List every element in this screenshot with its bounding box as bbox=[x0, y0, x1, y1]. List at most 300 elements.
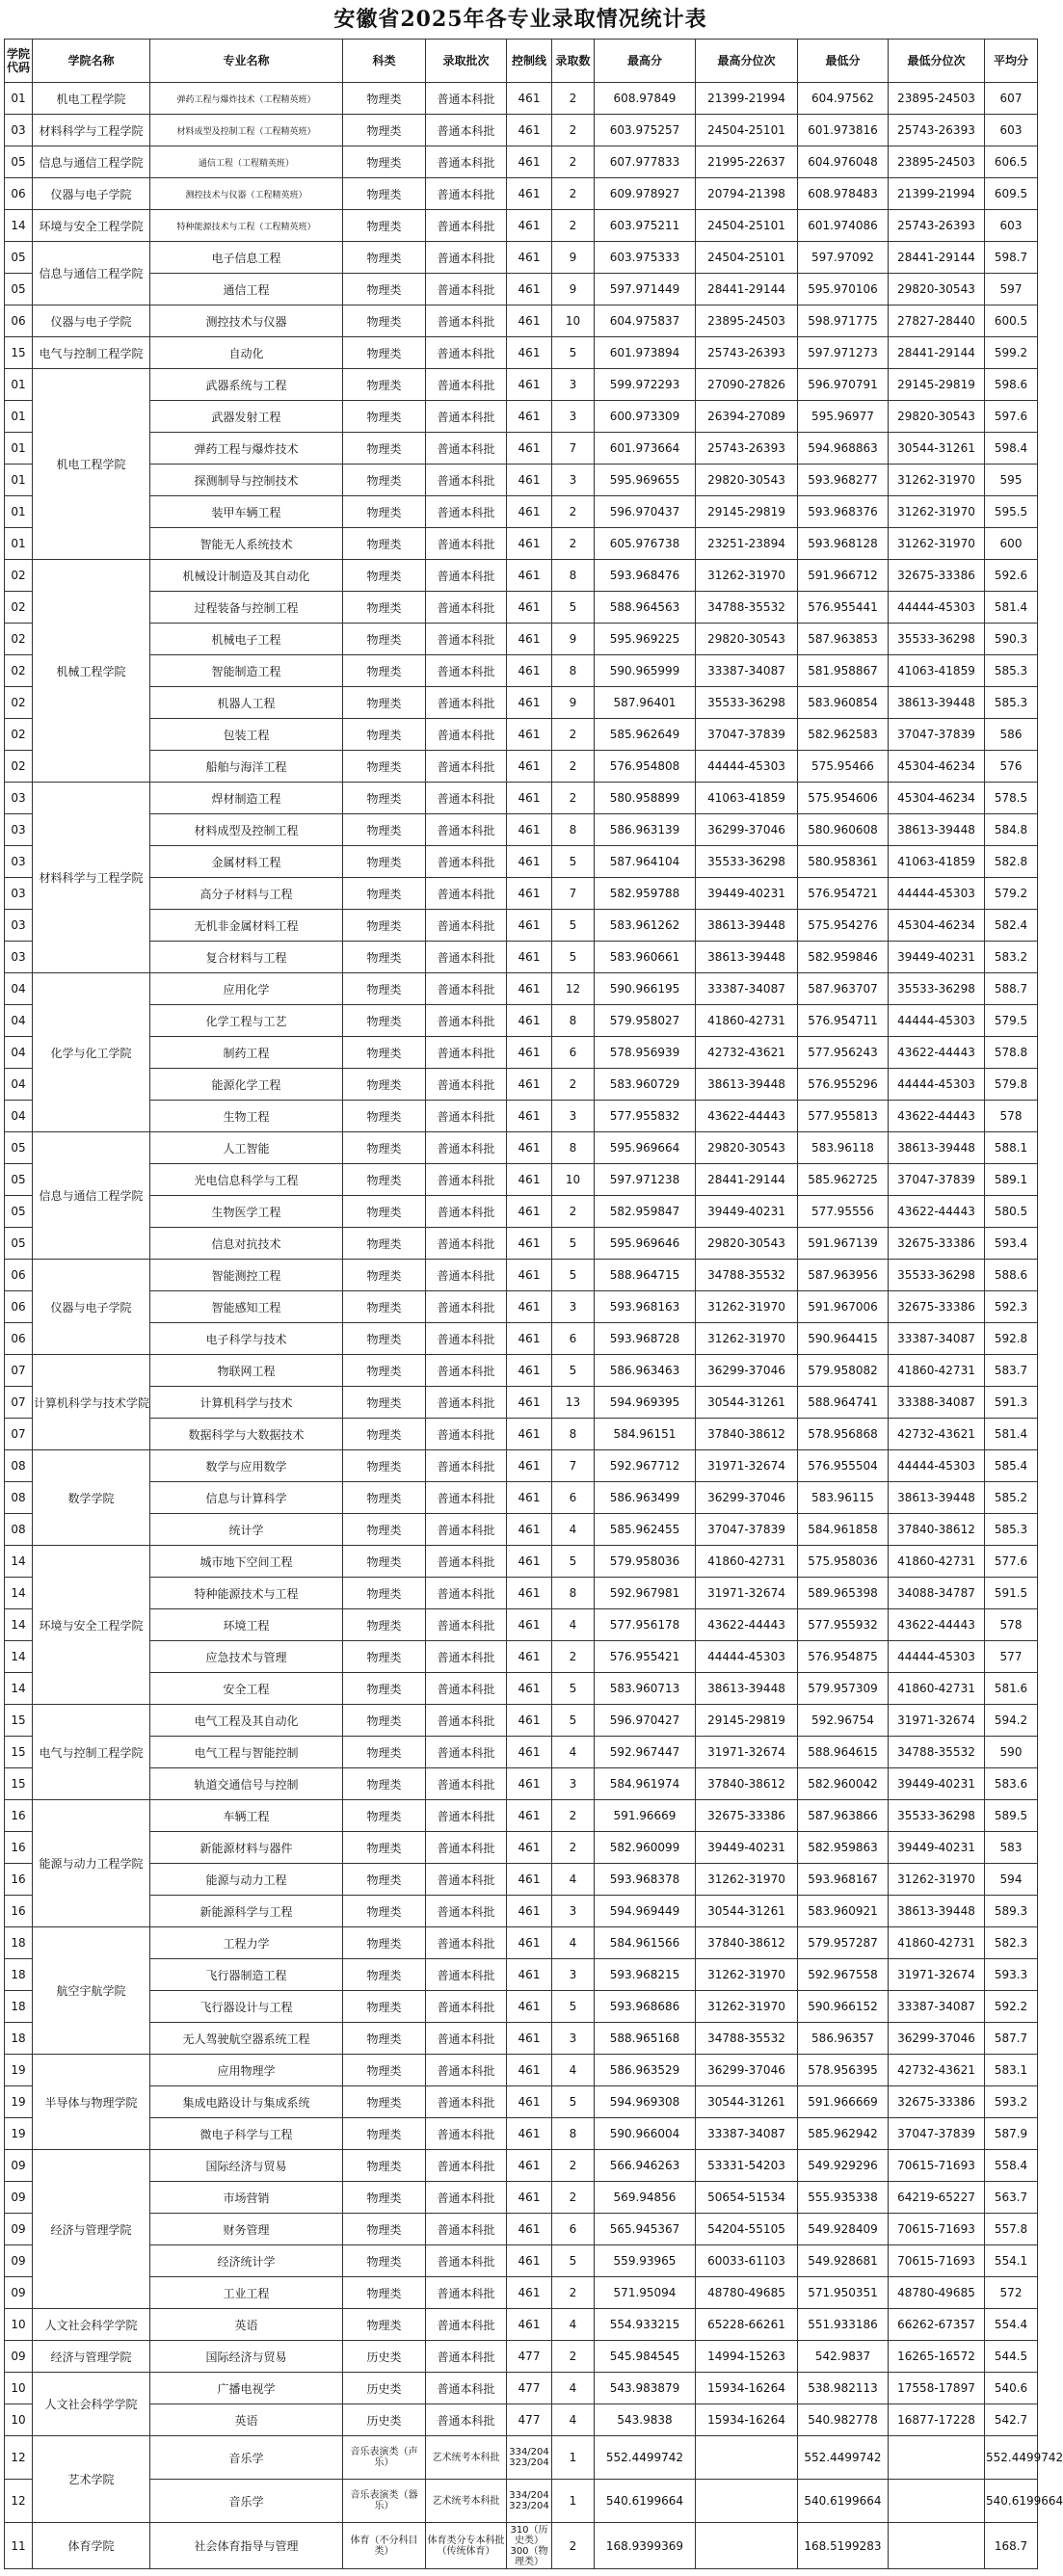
cell-control-line: 461 bbox=[507, 1101, 552, 1132]
cell-avg-score: 583.1 bbox=[985, 2055, 1038, 2086]
cell-min-score: 576.954875 bbox=[798, 1641, 889, 1673]
cell-college-code: 05 bbox=[5, 274, 33, 305]
cell-min-rank: 32675-33386 bbox=[889, 2086, 985, 2118]
cell-min-rank: 23895-24503 bbox=[889, 83, 985, 115]
cell-college-name-group: 计算机科学与技术学院 bbox=[33, 1355, 150, 1450]
cell-batch: 普通本科批 bbox=[426, 1768, 507, 1800]
cell-batch: 普通本科批 bbox=[426, 1228, 507, 1260]
cell-batch: 普通本科批 bbox=[426, 2086, 507, 2118]
cell-college-code: 14 bbox=[5, 1546, 33, 1578]
cell-min-score: 585.962942 bbox=[798, 2118, 889, 2150]
cell-control-line: 461 bbox=[507, 2245, 552, 2277]
cell-min-score: 585.962725 bbox=[798, 1164, 889, 1196]
cell-max-score: 592.967712 bbox=[595, 1450, 696, 1482]
table-row bbox=[5, 783, 1038, 814]
cell-min-rank: 31262-31970 bbox=[889, 528, 985, 560]
cell-avg-score: 599.2 bbox=[985, 337, 1038, 369]
header-major-name: 专业名称 bbox=[150, 40, 343, 83]
cell-max-rank: 48780-49685 bbox=[696, 2277, 798, 2309]
cell-max-score: 601.973894 bbox=[595, 337, 696, 369]
cell-subject-type: 物理类 bbox=[343, 433, 426, 465]
cell-control-line: 461 bbox=[507, 1800, 552, 1832]
cell-college-name-group: 能源与动力工程学院 bbox=[33, 1800, 150, 1927]
cell-min-rank: 35533-36298 bbox=[889, 624, 985, 655]
cell-batch: 普通本科批 bbox=[426, 1069, 507, 1101]
cell-admitted-count: 5 bbox=[552, 942, 595, 973]
cell-subject-type: 物理类 bbox=[343, 1991, 426, 2023]
cell-subject-type: 物理类 bbox=[343, 1069, 426, 1101]
cell-control-line: 334/204 323/204 bbox=[507, 2436, 552, 2480]
cell-college-code: 02 bbox=[5, 751, 33, 783]
cell-college-code: 02 bbox=[5, 687, 33, 719]
cell-min-rank: 38613-39448 bbox=[889, 1482, 985, 1514]
cell-subject-type: 物理类 bbox=[343, 242, 426, 274]
cell-major-name: 金属材料工程 bbox=[150, 846, 343, 878]
cell-subject-type: 物理类 bbox=[343, 1387, 426, 1419]
cell-admitted-count: 3 bbox=[552, 1101, 595, 1132]
table-row bbox=[5, 2182, 1038, 2214]
cell-avg-score: 557.8 bbox=[985, 2214, 1038, 2245]
cell-control-line: 461 bbox=[507, 528, 552, 560]
cell-avg-score: 577.6 bbox=[985, 1546, 1038, 1578]
table-row bbox=[5, 1069, 1038, 1101]
table-row bbox=[5, 1832, 1038, 1864]
cell-batch: 普通本科批 bbox=[426, 655, 507, 687]
cell-control-line: 461 bbox=[507, 146, 552, 178]
cell-min-rank: 23895-24503 bbox=[889, 146, 985, 178]
table-row bbox=[5, 814, 1038, 846]
cell-major-name: 工业工程 bbox=[150, 2277, 343, 2309]
cell-major-name: 城市地下空间工程 bbox=[150, 1546, 343, 1578]
cell-batch: 普通本科批 bbox=[426, 2373, 507, 2404]
cell-min-rank bbox=[889, 2523, 985, 2569]
cell-subject-type: 物理类 bbox=[343, 1578, 426, 1609]
cell-college-name: 仪器与电子学院 bbox=[33, 178, 150, 210]
cell-major-name: 装甲车辆工程 bbox=[150, 496, 343, 528]
cell-max-score: 582.959847 bbox=[595, 1196, 696, 1228]
cell-college-code: 19 bbox=[5, 2055, 33, 2086]
cell-min-score: 571.950351 bbox=[798, 2277, 889, 2309]
cell-college-name-group: 半导体与物理学院 bbox=[33, 2055, 150, 2150]
cell-min-score: 598.971775 bbox=[798, 305, 889, 337]
cell-major-name: 音乐学 bbox=[150, 2480, 343, 2523]
cell-college-code: 16 bbox=[5, 1864, 33, 1896]
cell-max-score: 584.961974 bbox=[595, 1768, 696, 1800]
table-row bbox=[5, 1641, 1038, 1673]
cell-subject-type: 历史类 bbox=[343, 2341, 426, 2373]
table-row bbox=[5, 305, 1038, 337]
cell-avg-score: 600 bbox=[985, 528, 1038, 560]
table-row bbox=[5, 560, 1038, 592]
cell-max-score: 579.958027 bbox=[595, 1005, 696, 1037]
cell-college-code: 02 bbox=[5, 655, 33, 687]
cell-major-name: 高分子材料与工程 bbox=[150, 878, 343, 910]
cell-avg-score: 583.2 bbox=[985, 942, 1038, 973]
cell-min-rank: 32675-33386 bbox=[889, 1228, 985, 1260]
cell-min-rank: 41860-42731 bbox=[889, 1355, 985, 1387]
cell-min-score: 588.964741 bbox=[798, 1387, 889, 1419]
table-row bbox=[5, 1355, 1038, 1387]
cell-max-score: 592.967981 bbox=[595, 1578, 696, 1609]
cell-college-name-group: 材料科学与工程学院 bbox=[33, 783, 150, 973]
cell-avg-score: 597.6 bbox=[985, 401, 1038, 433]
cell-control-line: 461 bbox=[507, 592, 552, 624]
cell-max-score: 595.969646 bbox=[595, 1228, 696, 1260]
cell-max-score: 595.969655 bbox=[595, 465, 696, 496]
cell-avg-score: 572 bbox=[985, 2277, 1038, 2309]
cell-admitted-count: 8 bbox=[552, 1419, 595, 1450]
cell-max-rank: 38613-39448 bbox=[696, 1069, 798, 1101]
table-row bbox=[5, 1101, 1038, 1132]
cell-subject-type: 物理类 bbox=[343, 401, 426, 433]
cell-college-code: 01 bbox=[5, 369, 33, 401]
cell-min-score: 582.959846 bbox=[798, 942, 889, 973]
cell-admitted-count: 4 bbox=[552, 1609, 595, 1641]
cell-max-rank: 36299-37046 bbox=[696, 814, 798, 846]
table-row bbox=[5, 2373, 1038, 2404]
cell-max-rank: 31262-31970 bbox=[696, 1323, 798, 1355]
cell-major-name: 测控技术与仪器（工程精英班） bbox=[150, 178, 343, 210]
table-row bbox=[5, 1705, 1038, 1737]
table-row bbox=[5, 1291, 1038, 1323]
table-row bbox=[5, 465, 1038, 496]
cell-admitted-count: 2 bbox=[552, 2182, 595, 2214]
cell-control-line: 461 bbox=[507, 655, 552, 687]
cell-min-score: 577.955813 bbox=[798, 1101, 889, 1132]
cell-college-code: 11 bbox=[5, 2523, 33, 2569]
cell-major-name: 安全工程 bbox=[150, 1673, 343, 1705]
cell-batch: 普通本科批 bbox=[426, 973, 507, 1005]
cell-control-line: 461 bbox=[507, 1450, 552, 1482]
cell-control-line: 461 bbox=[507, 1896, 552, 1927]
cell-control-line: 461 bbox=[507, 1546, 552, 1578]
cell-avg-score: 595.5 bbox=[985, 496, 1038, 528]
cell-college-code: 08 bbox=[5, 1450, 33, 1482]
cell-major-name: 生物工程 bbox=[150, 1101, 343, 1132]
cell-batch: 普通本科批 bbox=[426, 624, 507, 655]
admission-table bbox=[4, 39, 1063, 2569]
cell-avg-score: 589.5 bbox=[985, 1800, 1038, 1832]
cell-control-line: 461 bbox=[507, 814, 552, 846]
header-avg-score: 平均分 bbox=[985, 40, 1038, 83]
cell-max-score: 552.4499742 bbox=[595, 2436, 696, 2480]
cell-avg-score: 585.4 bbox=[985, 1450, 1038, 1482]
cell-subject-type: 物理类 bbox=[343, 942, 426, 973]
cell-min-rank: 64219-65227 bbox=[889, 2182, 985, 2214]
cell-max-score: 605.976738 bbox=[595, 528, 696, 560]
cell-admitted-count: 4 bbox=[552, 2055, 595, 2086]
cell-min-rank: 31262-31970 bbox=[889, 465, 985, 496]
cell-admitted-count: 2 bbox=[552, 1069, 595, 1101]
table-row bbox=[5, 2341, 1038, 2373]
cell-min-score: 582.959863 bbox=[798, 1832, 889, 1864]
cell-college-code: 08 bbox=[5, 1514, 33, 1546]
cell-max-rank bbox=[696, 2436, 798, 2480]
cell-subject-type: 物理类 bbox=[343, 496, 426, 528]
cell-batch: 普通本科批 bbox=[426, 1578, 507, 1609]
cell-min-rank: 70615-71693 bbox=[889, 2214, 985, 2245]
cell-min-score: 582.962583 bbox=[798, 719, 889, 751]
cell-college-name: 机电工程学院 bbox=[33, 83, 150, 115]
cell-college-code: 04 bbox=[5, 1069, 33, 1101]
cell-min-score: 590.966152 bbox=[798, 1991, 889, 2023]
cell-batch: 普通本科批 bbox=[426, 1832, 507, 1864]
cell-max-score: 565.945367 bbox=[595, 2214, 696, 2245]
cell-subject-type: 物理类 bbox=[343, 1260, 426, 1291]
table-row bbox=[5, 1673, 1038, 1705]
cell-min-score: 575.954606 bbox=[798, 783, 889, 814]
table-row bbox=[5, 210, 1038, 242]
cell-max-score: 566.946263 bbox=[595, 2150, 696, 2182]
cell-min-score: 578.956395 bbox=[798, 2055, 889, 2086]
cell-min-rank: 35533-36298 bbox=[889, 1800, 985, 1832]
cell-control-line: 461 bbox=[507, 1069, 552, 1101]
cell-admitted-count: 4 bbox=[552, 1864, 595, 1896]
cell-subject-type: 物理类 bbox=[343, 1514, 426, 1546]
table-row bbox=[5, 528, 1038, 560]
table-row bbox=[5, 1578, 1038, 1609]
cell-max-score: 559.93965 bbox=[595, 2245, 696, 2277]
cell-min-rank: 28441-29144 bbox=[889, 337, 985, 369]
cell-control-line: 461 bbox=[507, 1959, 552, 1991]
cell-min-rank: 44444-45303 bbox=[889, 878, 985, 910]
cell-admitted-count: 5 bbox=[552, 337, 595, 369]
cell-avg-score: 586 bbox=[985, 719, 1038, 751]
table-row bbox=[5, 178, 1038, 210]
cell-max-score: 593.968215 bbox=[595, 1959, 696, 1991]
cell-avg-score: 583 bbox=[985, 1832, 1038, 1864]
cell-control-line: 461 bbox=[507, 1323, 552, 1355]
cell-subject-type: 物理类 bbox=[343, 1546, 426, 1578]
cell-avg-score: 585.2 bbox=[985, 1482, 1038, 1514]
cell-subject-type: 物理类 bbox=[343, 1927, 426, 1959]
cell-max-score: 593.968476 bbox=[595, 560, 696, 592]
cell-batch: 普通本科批 bbox=[426, 687, 507, 719]
cell-avg-score: 589.3 bbox=[985, 1896, 1038, 1927]
cell-college-code: 09 bbox=[5, 2245, 33, 2277]
cell-min-score: 542.9837 bbox=[798, 2341, 889, 2373]
cell-batch: 普通本科批 bbox=[426, 1132, 507, 1164]
cell-college-code: 09 bbox=[5, 2182, 33, 2214]
cell-batch: 普通本科批 bbox=[426, 178, 507, 210]
cell-college-code: 02 bbox=[5, 624, 33, 655]
cell-admitted-count: 2 bbox=[552, 210, 595, 242]
cell-batch: 普通本科批 bbox=[426, 1959, 507, 1991]
cell-major-name: 能源化学工程 bbox=[150, 1069, 343, 1101]
cell-max-rank: 37047-37839 bbox=[696, 1514, 798, 1546]
cell-min-rank: 70615-71693 bbox=[889, 2245, 985, 2277]
cell-subject-type: 物理类 bbox=[343, 1641, 426, 1673]
cell-min-rank: 41063-41859 bbox=[889, 846, 985, 878]
cell-college-name: 环境与安全工程学院 bbox=[33, 210, 150, 242]
cell-min-rank: 29820-30543 bbox=[889, 401, 985, 433]
table-row bbox=[5, 2436, 1038, 2480]
cell-college-code: 02 bbox=[5, 560, 33, 592]
cell-max-rank: 23251-23894 bbox=[696, 528, 798, 560]
cell-college-name-group: 经济与管理学院 bbox=[33, 2150, 150, 2309]
cell-max-rank: 26394-27089 bbox=[696, 401, 798, 433]
cell-major-name: 智能无人系统技术 bbox=[150, 528, 343, 560]
cell-admitted-count: 2 bbox=[552, 2341, 595, 2373]
cell-batch: 普通本科批 bbox=[426, 2023, 507, 2055]
cell-college-code: 04 bbox=[5, 973, 33, 1005]
cell-subject-type: 体育（不分科目类） bbox=[343, 2523, 426, 2569]
cell-max-score: 596.970437 bbox=[595, 496, 696, 528]
cell-avg-score: 168.7 bbox=[985, 2523, 1038, 2569]
cell-min-score: 540.6199664 bbox=[798, 2480, 889, 2523]
table-row bbox=[5, 719, 1038, 751]
cell-min-score: 589.965398 bbox=[798, 1578, 889, 1609]
cell-control-line: 461 bbox=[507, 210, 552, 242]
cell-subject-type: 音乐表演类（声乐） bbox=[343, 2436, 426, 2480]
cell-avg-score: 593.4 bbox=[985, 1228, 1038, 1260]
cell-min-score: 584.961858 bbox=[798, 1514, 889, 1546]
cell-batch: 普通本科批 bbox=[426, 305, 507, 337]
cell-admitted-count: 2 bbox=[552, 146, 595, 178]
cell-max-score: 590.966004 bbox=[595, 2118, 696, 2150]
cell-college-code: 15 bbox=[5, 1705, 33, 1737]
cell-min-rank: 44444-45303 bbox=[889, 1450, 985, 1482]
cell-batch: 普通本科批 bbox=[426, 2245, 507, 2277]
cell-control-line: 477 bbox=[507, 2404, 552, 2436]
cell-max-rank: 30544-31261 bbox=[696, 2086, 798, 2118]
cell-max-score: 580.958899 bbox=[595, 783, 696, 814]
cell-max-rank: 30544-31261 bbox=[696, 1896, 798, 1927]
cell-batch: 普通本科批 bbox=[426, 1355, 507, 1387]
cell-avg-score: 588.7 bbox=[985, 973, 1038, 1005]
table-row bbox=[5, 1037, 1038, 1069]
cell-min-score: 538.982113 bbox=[798, 2373, 889, 2404]
cell-admitted-count: 3 bbox=[552, 369, 595, 401]
cell-college-name-group: 信息与通信工程学院 bbox=[33, 242, 150, 305]
cell-avg-score: 552.4499742 bbox=[985, 2436, 1038, 2480]
cell-min-rank: 31262-31970 bbox=[889, 1864, 985, 1896]
cell-college-code: 14 bbox=[5, 1609, 33, 1641]
cell-control-line: 461 bbox=[507, 1228, 552, 1260]
cell-subject-type: 物理类 bbox=[343, 1291, 426, 1323]
cell-max-rank: 39449-40231 bbox=[696, 1832, 798, 1864]
cell-avg-score: 578.5 bbox=[985, 783, 1038, 814]
cell-subject-type: 物理类 bbox=[343, 1164, 426, 1196]
cell-avg-score: 583.7 bbox=[985, 1355, 1038, 1387]
cell-admitted-count: 2 bbox=[552, 719, 595, 751]
cell-major-name: 数据科学与大数据技术 bbox=[150, 1419, 343, 1450]
cell-batch: 普通本科批 bbox=[426, 1482, 507, 1514]
cell-admitted-count: 9 bbox=[552, 274, 595, 305]
cell-min-score: 591.966712 bbox=[798, 560, 889, 592]
cell-college-code: 15 bbox=[5, 1768, 33, 1800]
cell-college-name: 体育学院 bbox=[33, 2523, 150, 2569]
cell-batch: 普通本科批 bbox=[426, 2150, 507, 2182]
cell-major-name: 通信工程 bbox=[150, 274, 343, 305]
table-row bbox=[5, 1609, 1038, 1641]
cell-admitted-count: 3 bbox=[552, 1291, 595, 1323]
cell-admitted-count: 8 bbox=[552, 655, 595, 687]
cell-control-line: 461 bbox=[507, 1705, 552, 1737]
cell-max-rank: 34788-35532 bbox=[696, 2023, 798, 2055]
table-row bbox=[5, 1196, 1038, 1228]
table-row bbox=[5, 592, 1038, 624]
cell-max-score: 586.963139 bbox=[595, 814, 696, 846]
cell-batch: 普通本科批 bbox=[426, 814, 507, 846]
cell-batch: 普通本科批 bbox=[426, 496, 507, 528]
cell-batch: 普通本科批 bbox=[426, 942, 507, 973]
table-row bbox=[5, 942, 1038, 973]
cell-min-score: 168.5199283 bbox=[798, 2523, 889, 2569]
cell-min-score: 579.958082 bbox=[798, 1355, 889, 1387]
cell-avg-score: 582.8 bbox=[985, 846, 1038, 878]
cell-min-score: 604.976048 bbox=[798, 146, 889, 178]
cell-batch: 普通本科批 bbox=[426, 1991, 507, 2023]
cell-subject-type: 物理类 bbox=[343, 1355, 426, 1387]
cell-avg-score: 603 bbox=[985, 115, 1038, 146]
cell-batch: 普通本科批 bbox=[426, 1037, 507, 1069]
cell-max-score: 604.975837 bbox=[595, 305, 696, 337]
cell-avg-score: 590.3 bbox=[985, 624, 1038, 655]
cell-max-score: 595.969664 bbox=[595, 1132, 696, 1164]
cell-admitted-count: 6 bbox=[552, 1323, 595, 1355]
cell-major-name: 特种能源技术与工程（工程精英班） bbox=[150, 210, 343, 242]
cell-max-score: 583.960729 bbox=[595, 1069, 696, 1101]
cell-college-code: 04 bbox=[5, 1005, 33, 1037]
cell-college-code: 16 bbox=[5, 1832, 33, 1864]
cell-min-score: 540.982778 bbox=[798, 2404, 889, 2436]
cell-max-rank: 29820-30543 bbox=[696, 624, 798, 655]
cell-admitted-count: 4 bbox=[552, 2404, 595, 2436]
cell-min-rank: 45304-46234 bbox=[889, 910, 985, 942]
cell-major-name: 英语 bbox=[150, 2309, 343, 2341]
cell-control-line: 461 bbox=[507, 942, 552, 973]
cell-admitted-count: 8 bbox=[552, 1132, 595, 1164]
cell-college-code: 05 bbox=[5, 1164, 33, 1196]
table-row bbox=[5, 1959, 1038, 1991]
cell-major-name: 能源与动力工程 bbox=[150, 1864, 343, 1896]
cell-admitted-count: 8 bbox=[552, 2118, 595, 2150]
cell-control-line: 461 bbox=[507, 178, 552, 210]
cell-min-score: 549.928409 bbox=[798, 2214, 889, 2245]
cell-control-line: 461 bbox=[507, 560, 552, 592]
cell-avg-score: 579.5 bbox=[985, 1005, 1038, 1037]
cell-avg-score: 600.5 bbox=[985, 305, 1038, 337]
cell-min-rank bbox=[889, 2436, 985, 2480]
cell-control-line: 461 bbox=[507, 1037, 552, 1069]
cell-max-score: 545.984545 bbox=[595, 2341, 696, 2373]
cell-subject-type: 物理类 bbox=[343, 2309, 426, 2341]
cell-subject-type: 物理类 bbox=[343, 2150, 426, 2182]
cell-min-rank: 37840-38612 bbox=[889, 1514, 985, 1546]
cell-max-rank: 39449-40231 bbox=[696, 878, 798, 910]
cell-major-name: 应急技术与管理 bbox=[150, 1641, 343, 1673]
cell-avg-score: 592.6 bbox=[985, 560, 1038, 592]
header-max-rank: 最高分位次 bbox=[696, 40, 798, 83]
cell-min-rank: 25743-26393 bbox=[889, 115, 985, 146]
cell-subject-type: 物理类 bbox=[343, 369, 426, 401]
cell-control-line: 461 bbox=[507, 687, 552, 719]
cell-avg-score: 579.8 bbox=[985, 1069, 1038, 1101]
cell-max-rank: 31262-31970 bbox=[696, 1864, 798, 1896]
cell-max-score: 588.965168 bbox=[595, 2023, 696, 2055]
cell-control-line: 461 bbox=[507, 1132, 552, 1164]
cell-major-name: 智能感知工程 bbox=[150, 1291, 343, 1323]
cell-major-name: 化学工程与工艺 bbox=[150, 1005, 343, 1037]
cell-batch: 普通本科批 bbox=[426, 1737, 507, 1768]
cell-college-name-group: 数学学院 bbox=[33, 1450, 150, 1546]
cell-college-code: 10 bbox=[5, 2373, 33, 2404]
header-row bbox=[5, 40, 1038, 83]
cell-min-score: 582.960042 bbox=[798, 1768, 889, 1800]
cell-batch: 普通本科批 bbox=[426, 2214, 507, 2245]
cell-admitted-count: 3 bbox=[552, 465, 595, 496]
